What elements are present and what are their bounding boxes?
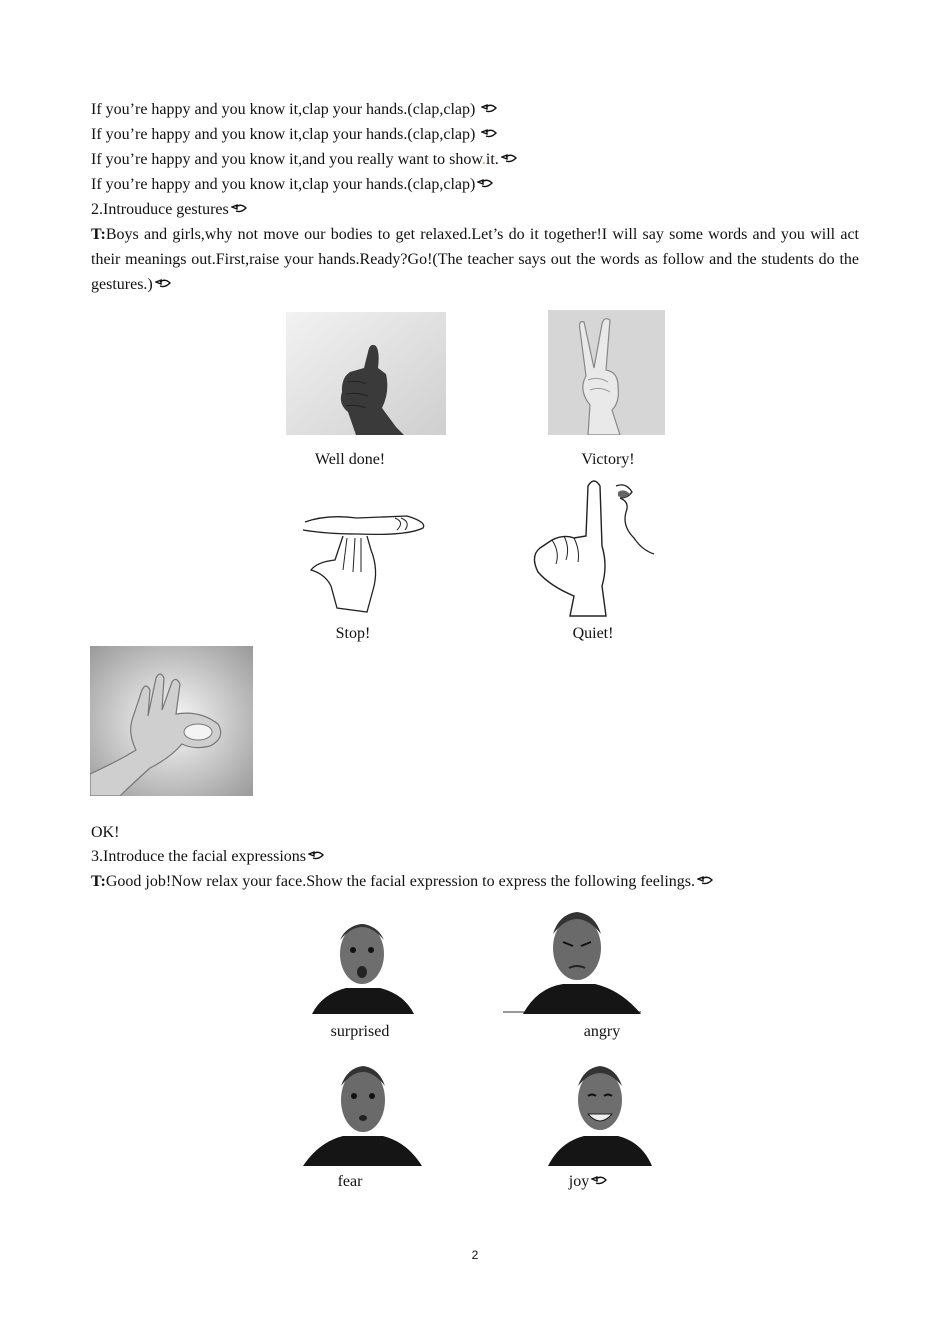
caption-joy: joy xyxy=(548,1172,628,1192)
caption-quiet: Quiet! xyxy=(572,625,614,642)
paragraph-mark-icon xyxy=(308,850,324,862)
section-3-heading: 3.Introduce the facial expressions xyxy=(91,844,324,869)
caption-ok: OK! xyxy=(91,824,120,841)
section-2-instruction: T:Boys and girls,why not move our bodies to get relaxed.Let’s do it together!I will say some words and you will act their meanings out.First,raise your hands.Ready?Go!(The teacher says out the words as follow and the students do the gestures.) xyxy=(91,226,859,293)
fear-face-image xyxy=(303,1056,422,1166)
victory-hand-image xyxy=(548,310,665,435)
song-line-1: If you’re happy and you know it,clap your hands.(clap,clap) xyxy=(91,97,497,122)
angry-face-image xyxy=(503,898,641,1014)
paragraph-mark-icon xyxy=(501,153,517,165)
paragraph-mark-icon xyxy=(231,203,247,215)
page-number: 2 xyxy=(471,1248,479,1262)
song-line-4: If you’re happy and you know it,clap your hands.(clap,clap) xyxy=(91,172,493,197)
ok-hand-image xyxy=(90,646,253,796)
stop-gesture-drawing xyxy=(297,500,431,618)
caption-victory: Victory! xyxy=(581,451,635,468)
caption-surprised: surprised xyxy=(330,1023,390,1040)
section-3-instruction: T:Good job!Now relax your face.Show the facial expression to express the following feelings. xyxy=(91,869,713,894)
caption-angry: angry xyxy=(583,1023,621,1040)
paragraph-mark-icon xyxy=(481,128,497,140)
caption-fear: fear xyxy=(337,1173,363,1190)
caption-well-done: Well done! xyxy=(314,451,386,468)
quiet-gesture-drawing xyxy=(530,476,656,618)
joy-face-image xyxy=(548,1056,652,1166)
thumbs-up-image xyxy=(286,312,446,435)
surprised-face-image xyxy=(312,910,414,1014)
paragraph-mark-icon xyxy=(155,278,171,290)
song-line-3: If you’re happy and you know it,and you really want to show.it. xyxy=(91,147,517,172)
song-line-2: If you’re happy and you know it,clap your hands.(clap,clap) xyxy=(91,122,497,147)
section-2-heading: 2.Introuduce gestures xyxy=(91,197,247,222)
paragraph-mark-icon xyxy=(477,178,493,190)
paragraph-mark-icon xyxy=(697,875,713,887)
paragraph-mark-icon xyxy=(591,1175,607,1187)
caption-stop: Stop! xyxy=(335,625,371,642)
paragraph-mark-icon xyxy=(481,103,497,115)
